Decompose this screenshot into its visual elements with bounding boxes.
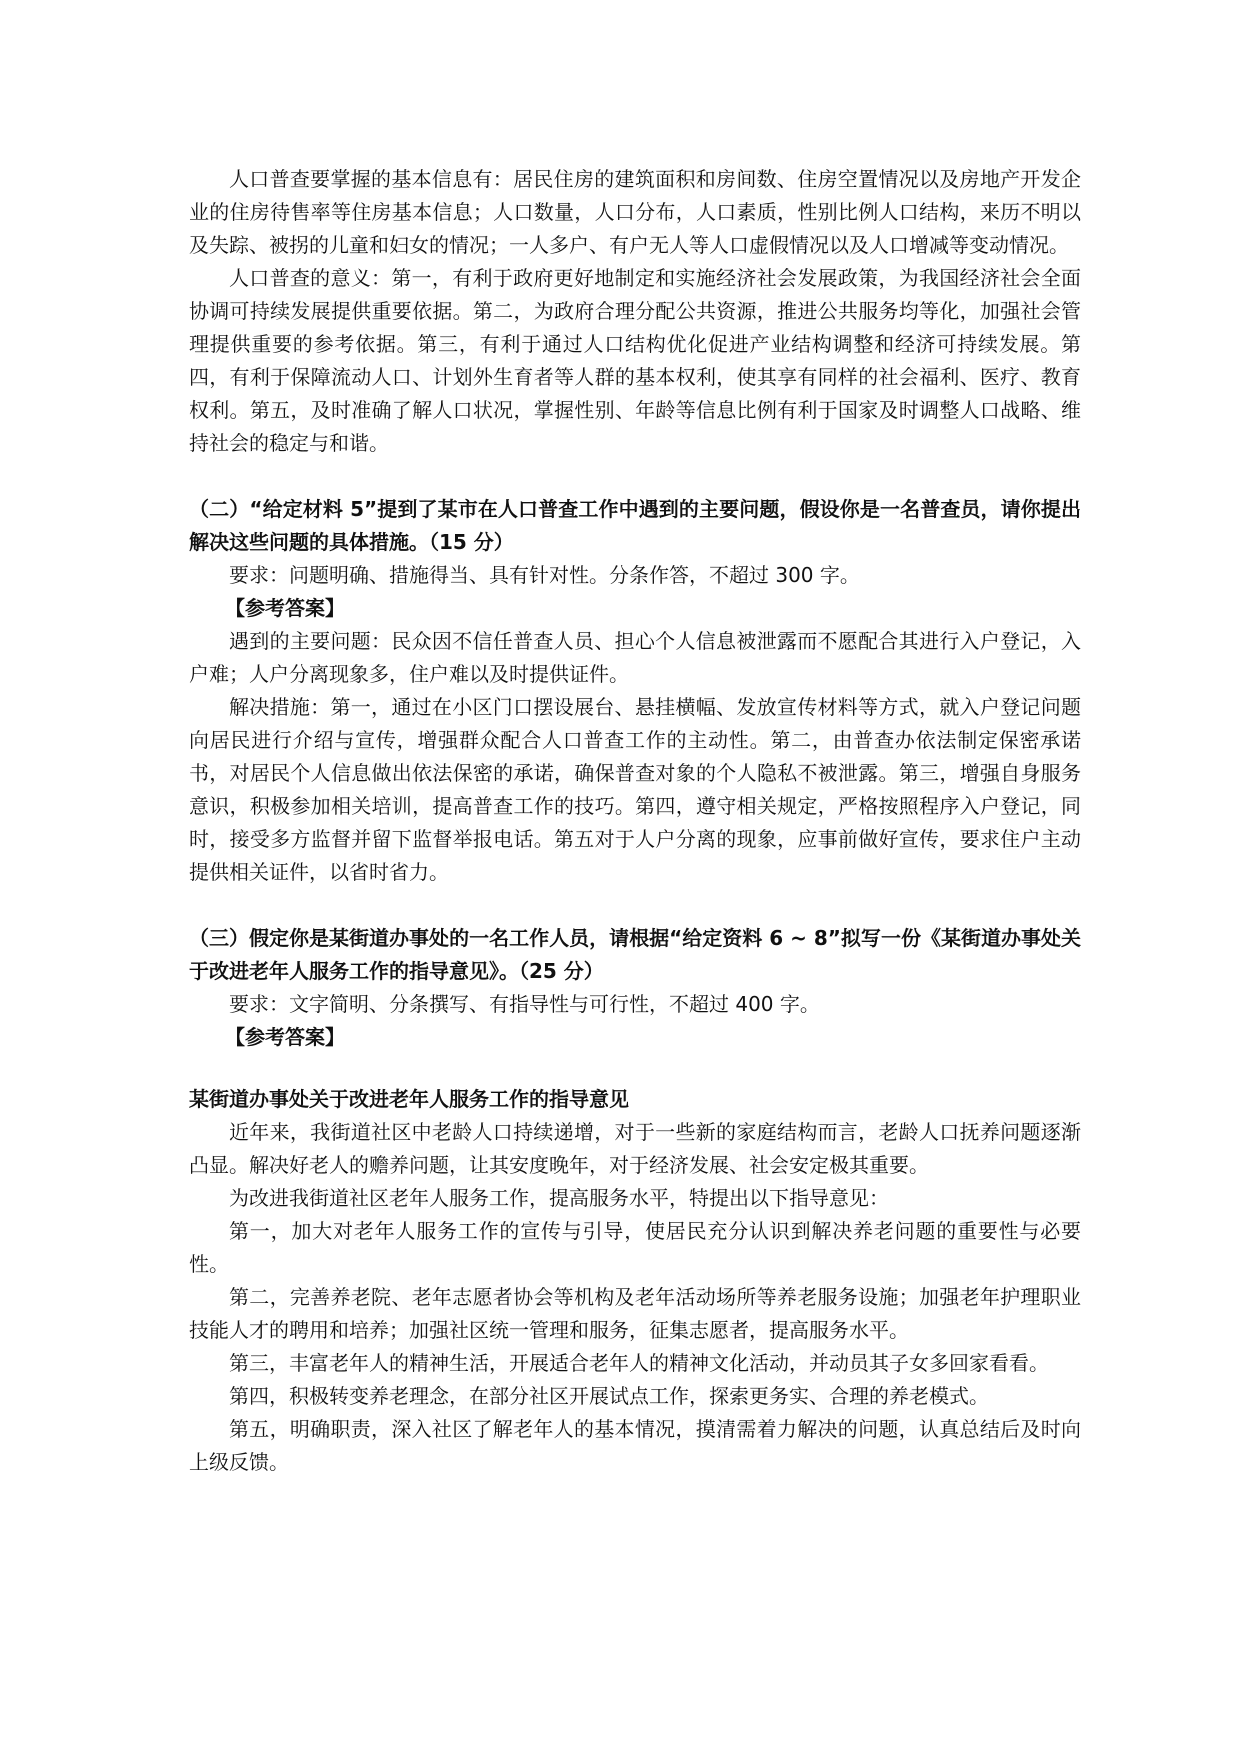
paragraph-solutions: 解决措施：第一，通过在小区门口摆设展台、悬挂横幅、发放宣传材料等方式，就入户登记问题向居民进行介绍与宣传，增强群众配合人口普查工作的主动性。第二，由普查办依法制定保密承诺书，对居民个人信息做出依法保密的承诺，确保普查对象的个人隐私不被泄露。第三，增强自身服务意识，积极参加相关培训，提高普查工作的技巧。第四，遵守相关规定，严格按照程序入户登记，同时，接受多方监督并留下监督举报电话。第五对于人户分离的现象，应事前做好宣传，要求住户主动提供相关证件，以省时省力。 — [189, 695, 1081, 884]
paragraph-main-problems: 遇到的主要问题：民众因不信任普查人员、担心个人信息被泄露而不愿配合其进行入户登记，入户难；人户分离现象多，住户难以及时提供证件。 — [189, 629, 1081, 686]
guidance-point-3: 第三，丰富老年人的精神生活，开展适合老年人的精神文化活动，并动员其子女多回家看看。 — [229, 1351, 1049, 1375]
requirement-3: 要求：文字简明、分条撰写、有指导性与可行性，不超过 400 字。 — [229, 992, 820, 1016]
section-spacer — [189, 460, 1081, 493]
section-spacer — [189, 1054, 1081, 1083]
paragraph-census-info: 人口普查要掌握的基本信息有：居民住房的建筑面积和房间数、住房空置情况以及房地产开发企业的住房待售率等住房基本信息；人口数量，人口分布，人口素质，性别比例人口结构，来历不明以及失踪、被拐的儿童和妇女的情况；一人多户、有户无人等人口虚假情况以及人口增减等变动情况。 — [189, 167, 1081, 257]
answer-label-3: 【参考答案】 — [225, 1025, 345, 1049]
question-2: （二）“给定材料 5”提到了某市在人口普查工作中遇到的主要问题，假设你是一名普查员，请你提出解决这些问题的具体措施。（15 分） — [189, 497, 1081, 554]
guidance-title: 某街道办事处关于改进老年人服务工作的指导意见 — [189, 1087, 629, 1111]
section-spacer — [189, 889, 1081, 922]
guidance-point-5: 第五，明确职责，深入社区了解老年人的基本情况，摸清需着力解决的问题，认真总结后及时向上级反馈。 — [189, 1417, 1081, 1474]
document-body — [189, 163, 1081, 1479]
guidance-point-1: 第一，加大对老年人服务工作的宣传与引导，使居民充分认识到解决养老问题的重要性与必要性。 — [189, 1219, 1081, 1276]
answer-label-2: 【参考答案】 — [225, 596, 345, 620]
paragraph-census-significance: 人口普查的意义：第一，有利于政府更好地制定和实施经济社会发展政策，为我国经济社会全面协调可持续发展提供重要依据。第二，为政府合理分配公共资源，推进公共服务均等化，加强社会管理提供重要的参考依据。第三，有利于通过人口结构优化促进产业结构调整和经济可持续发展。第四，有利于保障流动人口、计划外生育者等人群的基本权利，使其享有同样的社会福利、医疗、教育权利。第五，及时准确了解人口状况，掌握性别、年龄等信息比例有利于国家及时调整人口战略、维持社会的稳定与和谐。 — [189, 266, 1081, 455]
requirement-2: 要求：问题明确、措施得当、具有针对性。分条作答，不超过 300 字。 — [229, 563, 860, 587]
guidance-paragraph: 为改进我街道社区老年人服务工作，提高服务水平，特提出以下指导意见： — [229, 1186, 889, 1210]
guidance-point-2: 第二，完善养老院、老年志愿者协会等机构及老年活动场所等养老服务设施；加强老年护理职业技能人才的聘用和培养；加强社区统一管理和服务，征集志愿者，提高服务水平。 — [189, 1285, 1081, 1342]
guidance-point-4: 第四，积极转变养老理念，在部分社区开展试点工作，探索更务实、合理的养老模式。 — [229, 1384, 989, 1408]
question-3: （三）假定你是某街道办事处的一名工作人员，请根据“给定资料 6 ~ 8”拟写一份《某街道办事处关于改进老年人服务工作的指导意见》。（25 分） — [189, 926, 1081, 983]
guidance-paragraph: 近年来，我街道社区中老龄人口持续递增，对于一些新的家庭结构而言，老龄人口抚养问题逐渐凸显。解决好老人的赡养问题，让其安度晚年，对于经济发展、社会安定极其重要。 — [189, 1120, 1081, 1177]
